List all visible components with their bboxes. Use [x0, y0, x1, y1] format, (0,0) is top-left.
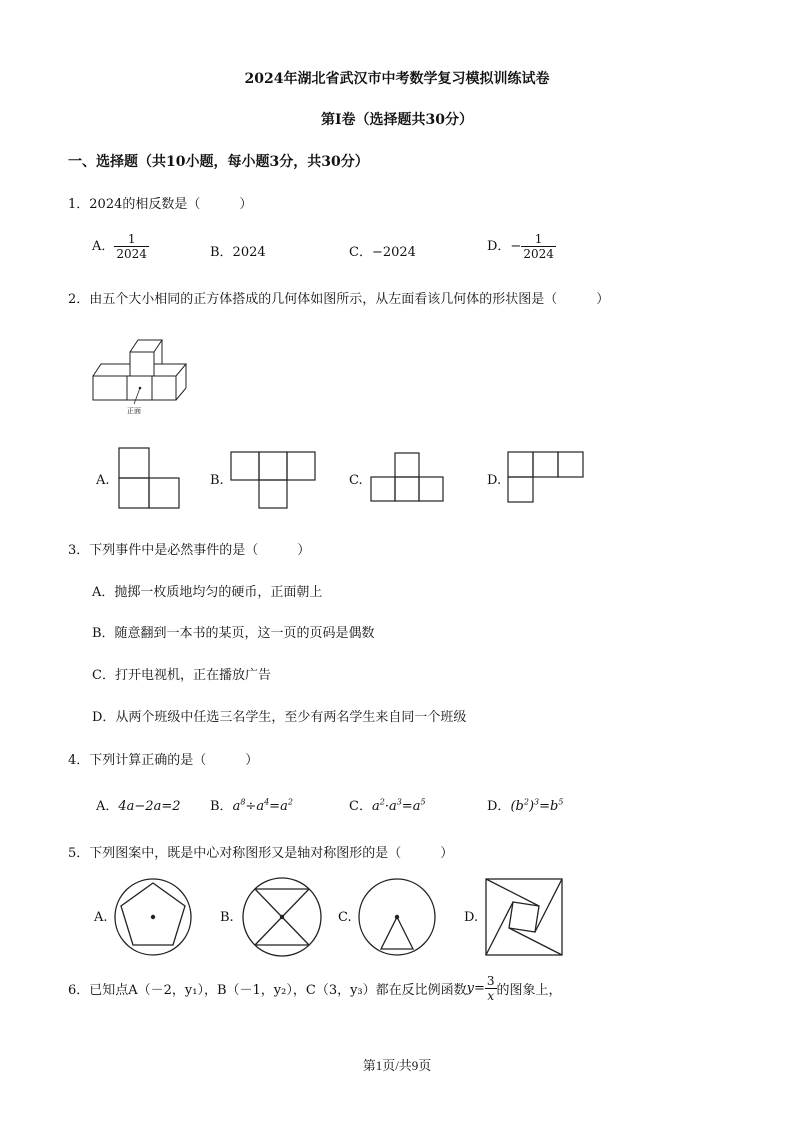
q4-d-expression: $(b^2)^3=b^5$: [510, 797, 564, 814]
q6-function-denominator: x: [487, 989, 495, 1003]
q1-a-fraction: [114, 232, 149, 261]
q4-option-c: [349, 795, 426, 814]
q6-stem: 6．已知点A（－2，y₁），B（－1，y₂），C（3，y₃）都在反比例函数: [68, 983, 467, 998]
q3-option-a: A．抛掷一枚质地均匀的硬币，正面朝上: [92, 585, 323, 600]
q5-stem: 5．下列图案中，既是中心对称图形又是轴对称图形的是（ ）: [68, 846, 454, 861]
q5-option-d-pinwheel-square: [485, 878, 565, 958]
q1-stem: 1．2024的相反数是（ ）: [68, 197, 253, 212]
q2-option-d-figure: [507, 451, 587, 507]
q2-front-label: 正面: [127, 407, 141, 415]
q1-d-numerator: 1: [521, 232, 556, 247]
q4-c-label: C．: [349, 799, 372, 814]
q6-tail: 的图象上，: [496, 983, 562, 998]
q4-a-label: A．: [96, 799, 119, 814]
q4-b-label: B．: [210, 799, 233, 814]
q3-stem: 3．下列事件中是必然事件的是（ ）: [68, 543, 311, 558]
q1-d-fraction: [521, 232, 556, 261]
q4-option-d: [487, 795, 563, 814]
q4-c-expression: $a^2\cdot a^3=a^5$: [371, 797, 426, 814]
q2-option-a-figure: [118, 447, 182, 511]
q4-option-b: [210, 795, 293, 814]
q3-option-b: B．随意翻到一本书的某页，这一页的页码是偶数: [92, 626, 375, 641]
q4-stem: 4．下列计算正确的是（ ）: [68, 753, 259, 768]
q1-d-label: D．−: [487, 239, 522, 254]
q2-label-d: D.: [487, 473, 502, 488]
q2-option-c-figure: [369, 452, 449, 504]
q5-label-d: D.: [464, 910, 479, 925]
q6-function-numerator: 3: [486, 974, 495, 988]
q5-label-b: B.: [220, 910, 234, 925]
q4-d-label: D．: [487, 799, 511, 814]
q1-option-a: [92, 232, 149, 261]
q2-solid-figure: [90, 330, 200, 420]
q1-a-denominator: 2024: [116, 247, 147, 261]
page-footer: 第1页/共9页: [362, 1058, 432, 1073]
q1-a-numerator: 1: [114, 232, 149, 247]
q2-label-a: A.: [96, 473, 110, 488]
q1-option-d: [487, 232, 556, 261]
q2-option-b-figure: [230, 451, 320, 511]
exam-title: 2024年湖北省武汉市中考数学复习模拟训练试卷: [244, 71, 550, 87]
q1-option-b: B．2024: [210, 245, 266, 260]
q3-option-c: C．打开电视机，正在播放广告: [92, 668, 271, 683]
q1-option-c: C．−2024: [349, 245, 416, 260]
q5-option-a-pentagon-in-circle: [113, 877, 193, 957]
part-heading: 一、选择题（共10小题，每小题3分，共30分）: [68, 154, 369, 170]
q2-label-b: B.: [210, 473, 224, 488]
q4-b-expression: $a^8\div a^4=a^2$: [232, 797, 293, 814]
q2-label-c: C.: [349, 473, 363, 488]
q6-function-fraction: [485, 974, 497, 1003]
q6-function-lhs: y=: [466, 981, 485, 996]
q1-d-denominator: 2024: [523, 247, 554, 261]
section-title: 第Ⅰ卷（选择题共30分）: [320, 112, 474, 128]
q4-option-a: [96, 795, 181, 814]
q5-option-b-hourglass-in-circle: [241, 876, 323, 958]
q4-a-expression: 4a−2a=2: [118, 799, 181, 814]
q6-line: [68, 974, 562, 1003]
q1-a-label: A．: [92, 239, 115, 254]
q5-label-a: A.: [94, 910, 108, 925]
q5-label-c: C.: [338, 910, 352, 925]
q3-option-d: D．从两个班级中任选三名学生，至少有两名学生来自同一个班级: [92, 710, 467, 725]
q5-option-c-triangle-in-circle: [357, 877, 437, 957]
q2-stem: 2．由五个大小相同的正方体搭成的几何体如图所示，从左面看该几何体的形状图是（ ）: [68, 292, 610, 307]
